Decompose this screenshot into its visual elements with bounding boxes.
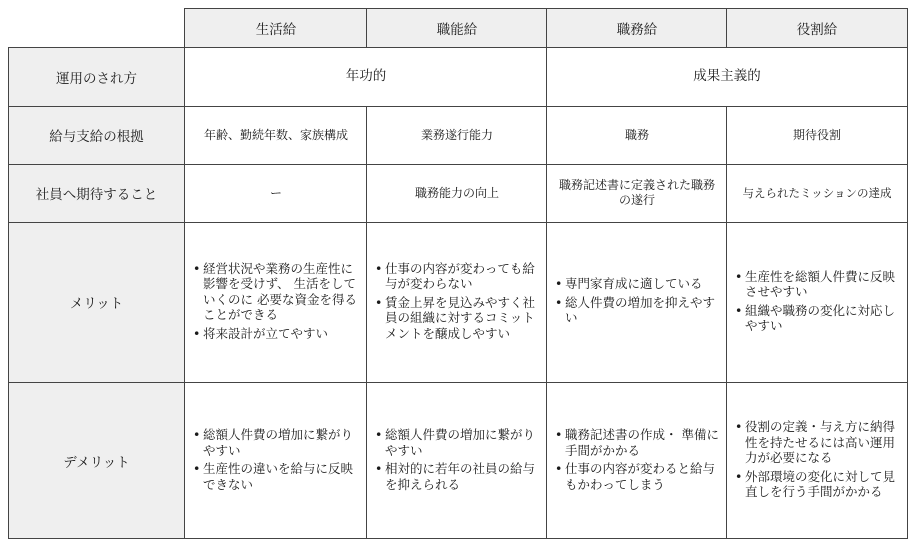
list-item: • 生産性を総額人件費に反映させやすい xyxy=(735,269,901,300)
list-item: • 専門家育成に適している xyxy=(555,276,721,292)
list-item: • 相対的に若年の社員の給与を抑えられる xyxy=(375,461,541,492)
list-item: • 経営状況や業務の生産性に影響を受けず、 生活をしていくのに 必要な資金を得ることができる xyxy=(193,261,361,323)
table-border xyxy=(726,106,727,539)
demerit-seikatsukyu xyxy=(185,382,367,539)
konkyo-yakuwarikyu: 期待役割 xyxy=(727,106,907,164)
list-item: • 生産性の違いを給与に反映できない xyxy=(193,461,361,492)
merit-shokumukyu xyxy=(547,222,727,382)
column-header-shokunokyu: 職能給 xyxy=(367,8,547,47)
konkyo-shokumukyu: 職務 xyxy=(547,106,727,164)
list-item: • 役割の定義・与え方に納得性を持たせるには高い運用力が必要になる xyxy=(735,419,901,466)
konkyo-seikatsukyu: 年齢、勤続年数、家族構成 xyxy=(185,106,367,164)
row-header-demerit: デメリット xyxy=(8,382,185,539)
kitai-yakuwarikyu: 与えられたミッションの達成 xyxy=(727,164,907,222)
table-border xyxy=(366,8,367,47)
list-item: • 賃金上昇を見込みやすく社員の組織に対するコミットメントを醸成しやすい xyxy=(375,295,541,342)
demerit-shokunokyu xyxy=(367,382,547,539)
kitai-shokunokyu: 職務能力の向上 xyxy=(367,164,547,222)
unyou-seika: 成果主義的 xyxy=(547,47,907,106)
list-item: • 総額人件費の増加に繋がりやすい xyxy=(193,427,361,458)
list-item: • 将来設計が立てやすい xyxy=(193,326,361,342)
demerit-shokumukyu xyxy=(547,382,727,539)
table-border xyxy=(8,222,908,223)
list-item: • 職務記述書の作成・ 準備に手間がかかる xyxy=(555,427,721,458)
list-item: • 仕事の内容が変わると給与もかわってしまう xyxy=(555,461,721,492)
merit-shokunokyu xyxy=(367,222,547,382)
demerit-yakuwarikyu xyxy=(727,382,907,539)
column-header-yakuwarikyu: 役割給 xyxy=(727,8,907,47)
list-item: • 組織や職務の変化に対応しやすい xyxy=(735,303,901,334)
list-item: • 総額人件費の増加に繋がりやすい xyxy=(375,427,541,458)
list-item: • 外部環境の変化に対して見直しを行う手間がかかる xyxy=(735,469,901,500)
row-header-merit: メリット xyxy=(8,222,185,382)
list-item: • 仕事の内容が変わっても給与が変わらない xyxy=(375,261,541,292)
merit-seikatsukyu xyxy=(185,222,367,382)
table-border xyxy=(907,8,908,539)
kitai-shokumukyu: 職務記述書に定義された職務の遂行 xyxy=(547,164,727,222)
table-border xyxy=(8,106,908,107)
column-header-seikatsukyu: 生活給 xyxy=(185,8,367,47)
row-header-konkyo: 給与支給の根拠 xyxy=(8,106,185,164)
merit-yakuwarikyu xyxy=(727,222,907,382)
konkyo-shokunokyu: 業務遂行能力 xyxy=(367,106,547,164)
table-border xyxy=(546,8,547,539)
row-header-kitai: 社員へ期待すること xyxy=(8,164,185,222)
table-border xyxy=(8,47,908,48)
table-border xyxy=(8,538,908,539)
list-item: • 総人件費の増加を抑えやすい xyxy=(555,295,721,326)
unyou-nenkou: 年功的 xyxy=(185,47,547,106)
table-border xyxy=(8,164,908,165)
table-border xyxy=(8,47,9,539)
table-border xyxy=(184,8,185,539)
kitai-seikatsukyu: ー xyxy=(185,164,367,222)
column-header-shokumukyu: 職務給 xyxy=(547,8,727,47)
row-header-unyou: 運用のされ方 xyxy=(8,47,185,106)
table-border xyxy=(8,382,908,383)
table-border xyxy=(726,8,727,47)
table-border xyxy=(366,106,367,539)
